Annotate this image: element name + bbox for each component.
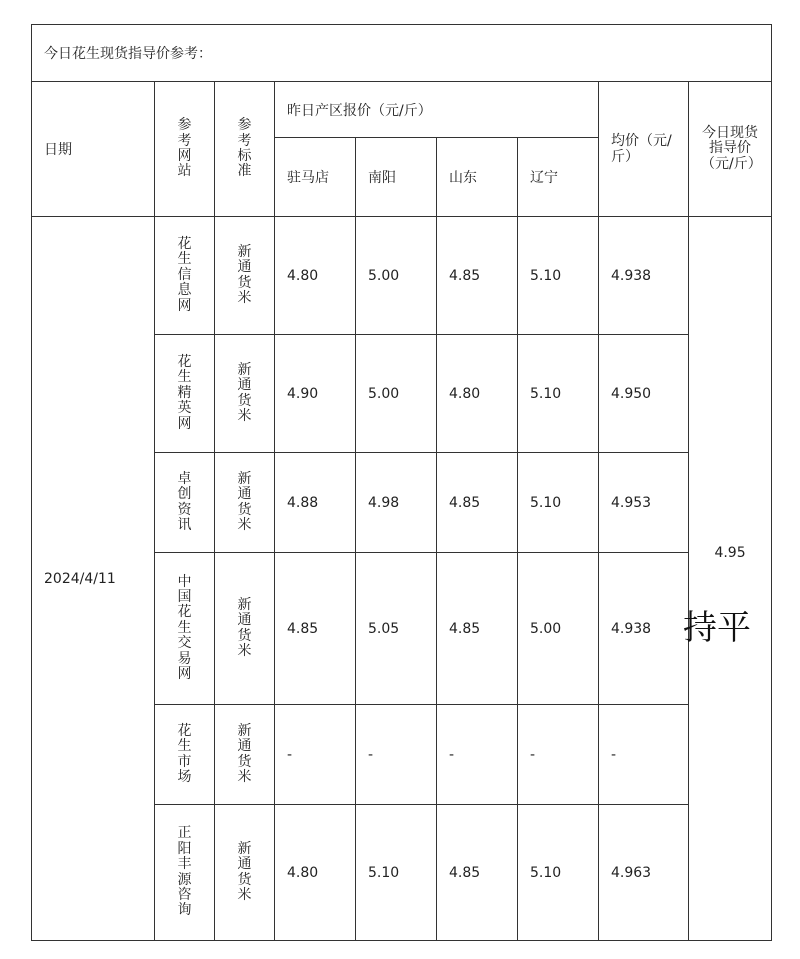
price-cell: 4.85 bbox=[437, 217, 518, 335]
price-cell: 4.85 bbox=[275, 553, 356, 705]
price-cell: 4.80 bbox=[275, 805, 356, 941]
site-cell: 中国花生交易网 bbox=[155, 553, 215, 705]
header-region-liaoning: 辽宁 bbox=[518, 138, 599, 217]
price-cell: - bbox=[356, 705, 437, 805]
header-date: 日期 bbox=[32, 82, 155, 217]
today-price: 4.95 bbox=[714, 545, 746, 561]
avg-cell: 4.938 bbox=[599, 217, 689, 335]
avg-cell: 4.953 bbox=[599, 453, 689, 553]
price-cell: 5.00 bbox=[356, 335, 437, 453]
price-cell: 4.90 bbox=[275, 335, 356, 453]
avg-cell: - bbox=[599, 705, 689, 805]
price-cell: 5.10 bbox=[356, 805, 437, 941]
avg-cell: 4.963 bbox=[599, 805, 689, 941]
header-standard: 参考标准 bbox=[215, 82, 275, 217]
avg-cell: 4.938 bbox=[599, 553, 689, 705]
site-cell: 卓创资讯 bbox=[155, 453, 215, 553]
today-price-cell bbox=[689, 217, 772, 941]
site-cell: 花生信息网 bbox=[155, 217, 215, 335]
price-cell: 4.98 bbox=[356, 453, 437, 553]
header-region-zhumadian: 驻马店 bbox=[275, 138, 356, 217]
standard-cell: 新通货米 bbox=[215, 453, 275, 553]
header-yesterday: 昨日产区报价（元/斤） bbox=[275, 82, 599, 138]
price-cell: 4.88 bbox=[275, 453, 356, 553]
standard-cell: 新通货米 bbox=[215, 705, 275, 805]
date-cell: 2024/4/11 bbox=[32, 217, 155, 941]
price-cell: - bbox=[518, 705, 599, 805]
site-cell: 花生市场 bbox=[155, 705, 215, 805]
price-cell: 4.85 bbox=[437, 453, 518, 553]
header-today: 今日现货指导价（元/斤） bbox=[689, 82, 772, 217]
header-avg: 均价（元/斤） bbox=[599, 82, 689, 217]
standard-cell: 新通货米 bbox=[215, 805, 275, 941]
standard-cell: 新通货米 bbox=[215, 335, 275, 453]
header-region-shandong: 山东 bbox=[437, 138, 518, 217]
price-cell: 5.10 bbox=[518, 335, 599, 453]
site-cell: 正阳丰源咨询 bbox=[155, 805, 215, 941]
site-cell: 花生精英网 bbox=[155, 335, 215, 453]
price-cell: - bbox=[437, 705, 518, 805]
price-table bbox=[31, 24, 772, 941]
trend-label: 持平 bbox=[683, 608, 751, 648]
price-cell: 5.10 bbox=[518, 453, 599, 553]
price-cell: 5.00 bbox=[518, 553, 599, 705]
price-cell: 5.10 bbox=[518, 805, 599, 941]
price-cell: 5.10 bbox=[518, 217, 599, 335]
price-cell: 4.85 bbox=[437, 553, 518, 705]
price-cell: 5.05 bbox=[356, 553, 437, 705]
price-cell: 4.80 bbox=[275, 217, 356, 335]
price-cell: 4.80 bbox=[437, 335, 518, 453]
header-site: 参考网站 bbox=[155, 82, 215, 217]
standard-cell: 新通货米 bbox=[215, 217, 275, 335]
standard-cell: 新通货米 bbox=[215, 553, 275, 705]
price-cell: - bbox=[275, 705, 356, 805]
price-cell: 4.85 bbox=[437, 805, 518, 941]
table-title: 今日花生现货指导价参考： bbox=[32, 25, 772, 82]
header-region-nanyang: 南阳 bbox=[356, 138, 437, 217]
avg-cell: 4.950 bbox=[599, 335, 689, 453]
price-cell: 5.00 bbox=[356, 217, 437, 335]
table-row bbox=[32, 217, 772, 335]
